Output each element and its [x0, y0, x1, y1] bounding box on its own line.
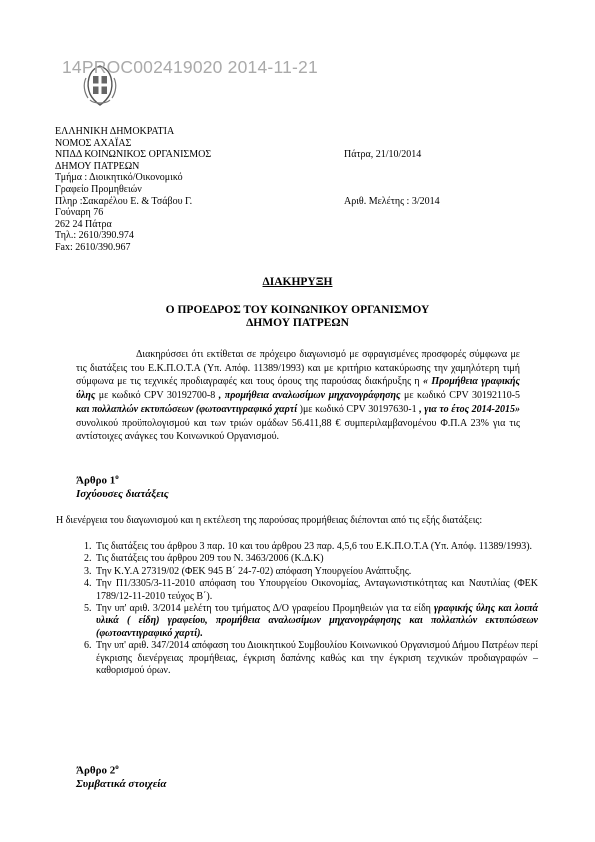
header-line: Πληρ :Σακαρέλου Ε. & Τσάβου Γ. Αριθ. Μελέτης : 3/2014 [55, 195, 440, 207]
header-line: 262 24 Πάτρα [55, 218, 112, 230]
provisions-list [76, 541, 538, 677]
header-line: Τμήμα : Διοικητικό/Οικονομικό [55, 172, 183, 184]
header-line: Γούναρη 76 [55, 207, 104, 219]
header-line: Fax: 2610/390.967 [55, 241, 131, 253]
header-line: ΔΗΜΟΥ ΠΑΤΡΕΩΝ [55, 160, 140, 172]
list-item: 2. Τις διατάξεις του άρθρου 209 του Ν. 3463/2006 (Κ.Δ.Κ) [94, 553, 538, 565]
issuer-title: Ο ΠΡΟΕΔΡΟΣ ΤΟΥ ΚΟΙΝΩΝΙΚΟΥ ΟΡΓΑΝΙΣΜΟΥ ΔΗΜΟΥ ΠΑΤΡΕΩΝ [165, 304, 430, 329]
document-stamp-watermark: 14PROC002419020 2014-11-21 [62, 57, 318, 77]
header-line: ΝΠΔΔ ΚΟΙΝΩΝΙΚΟΣ ΟΡΓΑΝΙΣΜΟΣ Πάτρα, 21/10/2014 [55, 149, 422, 161]
announcement-title: ΔΙΑΚΗΡΥΞΗ [262, 276, 333, 288]
header-line: Γραφείο Προμηθειών [55, 183, 142, 195]
list-item: 4. Την Π1/3305/3-11-2010 απόφαση του Υπουργείου Οικονομίας, Ανταγωνιστικότητας και Ναυτιλίας (ΦΕΚ 1789/12-11-2010 τεύχος Β΄). [94, 578, 538, 603]
document-date: Πάτρα, 21/10/2014 [344, 149, 422, 161]
list-item: 6. Την υπ' αριθ. 347/2014 απόφαση του Διοικητικού Συμβουλίου Κοινωνικού Οργανισμού Δήμου Πατρέων περί έγκρισης διενέργειας προμήθειας, έγκριση δαπάνης καθώς και την έγκριση τεχνικών προδιαγραφών – καθορισμού όρων. [94, 640, 538, 677]
study-number: Αριθ. Μελέτης : 3/2014 [344, 195, 440, 207]
intro-paragraph: Διακηρύσσει ότι εκτίθεται σε πρόχειρο διαγωνισμό με σφραγισμένες προσφορές σύμφωνα με τις διατάξεις του Ε.Κ.Π.Ο.Τ.Α (Υπ. Απόφ. 11389/1993) και με κριτήριο κατακύρωσης την χαμηλότερη τιμή σύμφωνα με τις τεχνικές προδιαγραφές και τους όρους της παρούσας διακήρυξης η « Προμήθεια γραφικής ύλης με κωδικό CPV 30192700-8 , προμήθεια αναλωσίμων μηχανογράφησης με κωδικό CPV 30192110-5 και πολλαπλών εκτυπώσεων (φωτοαντιγραφικό χαρτί )με κωδικό CPV 30197630-1 , για το έτος 2014-2015» συνολικού προϋπολογισμού και των τριών ομάδων 56.411,88 € συμπεριλαμβανομένου Φ.Π.Α 23% για τις αντίστοιχες ανάγκες του Κοινωνικού Οργανισμού. [76, 349, 521, 443]
list-item: 1. Τις διατάξεις του άρθρου 3 παρ. 10 και του άρθρου 23 παρ. 4,5,6 του Ε.Κ.Π.Ο.Τ.Α (Υπ. Απόφ. 11389/1993). [94, 541, 538, 553]
article-2-subtitle: Συμβατικά στοιχεία [76, 777, 167, 790]
article-1-subtitle: Ισχύουσες διατάξεις [76, 487, 169, 500]
header-line: ΝΟΜΟΣ ΑΧΑΪΑΣ [55, 137, 132, 149]
header-line: Τηλ.: 2610/390.974 [55, 230, 134, 242]
header-line: ΕΛΛΗΝΙΚΗ ΔΗΜΟΚΡΑΤΙΑ [55, 126, 175, 137]
list-item: 5. Την υπ' αριθ. 3/2014 μελέτη του τμήματος Δ/Ο γραφείου Προμηθειών για τα είδη γραφικής ύλης και λοιπά υλικά ( είδη) γραφείου, προμήθεια αναλωσίμων μηχανογράφησης και πολλαπλών εκτυπώσεων (φωτοαντιγραφικό χαρτί). [94, 603, 538, 640]
article-1-heading: Άρθρο $1^o$ Ισχύουσες διατάξεις [76, 473, 169, 500]
article-1-lead: Η διενέργεια του διαγωνισμού και η εκτέλεση της παρούσας προμήθειας διέπονται από τις εξής διατάξεις: [56, 515, 483, 526]
article-2-heading: Άρθρο $2^o$ Συμβατικά στοιχεία [76, 763, 167, 790]
letterhead [55, 126, 535, 254]
list-item: 3. Την Κ.Υ.Α 27319/02 (ΦΕΚ 945 Β΄ 24-7-02) απόφαση Υπουργείου Ανάπτυξης. [94, 566, 538, 578]
